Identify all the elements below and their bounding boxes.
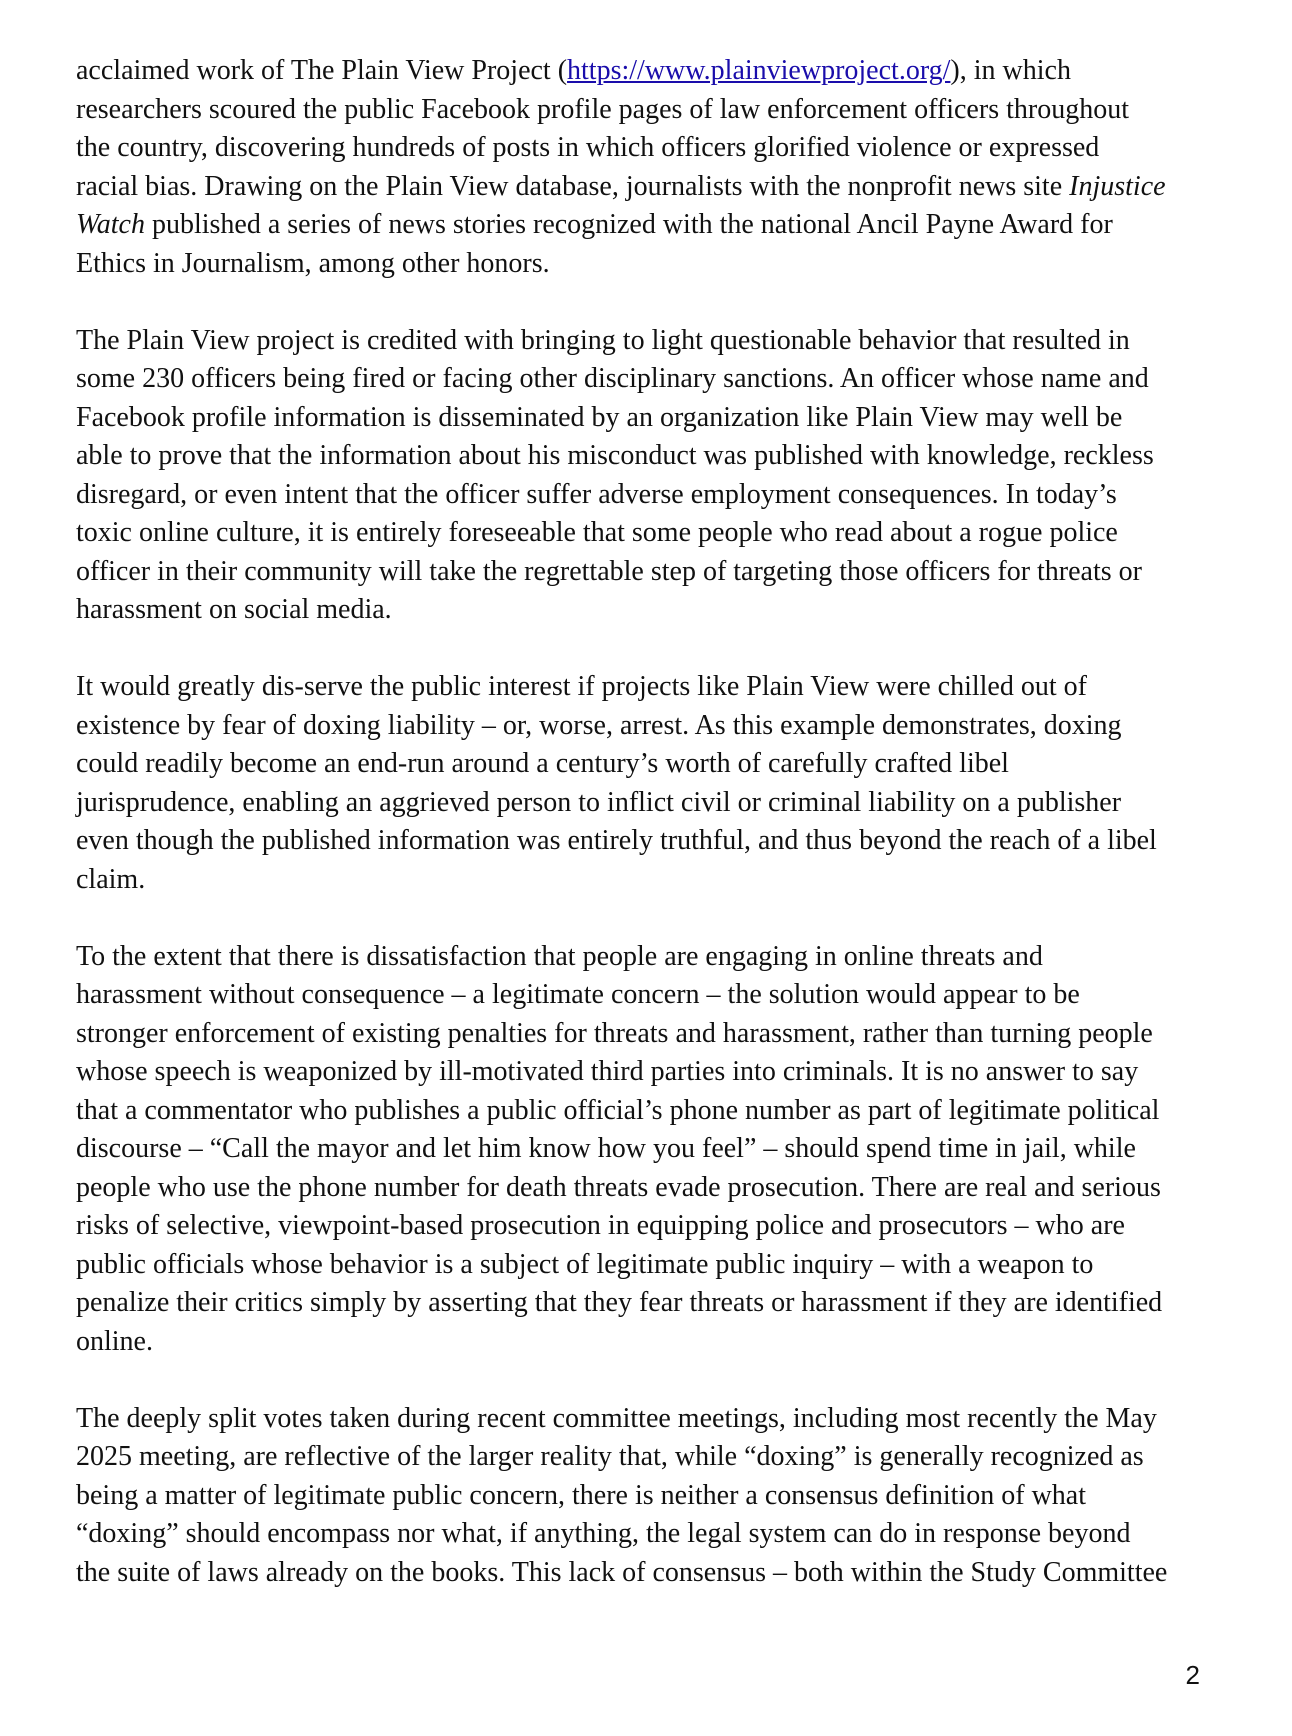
text-line: the country, discovering hundreds of posts in which officers glorified violence or expressed [76, 132, 1100, 163]
text-line [76, 52, 1216, 91]
text-line: officer in their community will take the regrettable step of targeting those officers for threats or [76, 555, 1142, 587]
text-line: toxic online culture, it is entirely foreseeable that some people who read about a rogue police [76, 517, 1118, 548]
text-line: some 230 officers being fired or facing other disciplinary sanctions. An officer whose name and [76, 363, 1149, 394]
text-line: people who use the phone number for death threats evade prosecution. There are real and serious [76, 1171, 1161, 1203]
paragraph-5 [76, 1400, 1216, 1593]
text-line: To the extent that there is dissatisfaction that people are engaging in online threats and [76, 940, 1043, 972]
text-line: The deeply split votes taken during recent committee meetings, including most recently the May [76, 1402, 1157, 1434]
page-number: 2 [1185, 1660, 1200, 1690]
text-line: penalize their critics simply by asserting that they fear threats or harassment if they are identified [76, 1287, 1163, 1318]
text-line [76, 168, 1216, 207]
text-line: being a matter of legitimate public concern, there is neither a consensus definition of what [76, 1479, 1086, 1511]
text-line: whose speech is weaponized by ill-motivated third parties into criminals. It is no answer to say [76, 1056, 1139, 1087]
text-line: researchers scoured the public Facebook profile pages of law enforcement officers throughout [76, 93, 1129, 125]
text-run: published a series of news stories recognized with the national Ancil Payne Award for [144, 209, 1113, 240]
text-line: The Plain View project is credited with bringing to light questionable behavior that resulted in [76, 324, 1130, 356]
paragraph-2 [76, 322, 1216, 630]
text-line: discourse – “Call the mayor and let him know how you feel” – should spend time in jail, while [76, 1133, 1136, 1164]
text-line: Facebook profile information is disseminated by an organization like Plain View may well be [76, 401, 1123, 433]
text-line: able to prove that the information about his misconduct was published with knowledge, reckless [76, 440, 1154, 471]
paragraph-4 [76, 938, 1216, 1362]
text-line: the suite of laws already on the books. This lack of consensus – both within the Study Committee [76, 1556, 1168, 1588]
text-line: risks of selective, viewpoint-based prosecution in equipping police and prosecutors – who are [76, 1210, 1125, 1241]
text-line: “doxing” should encompass nor what, if anything, the legal system can do in response beyond [76, 1518, 1131, 1549]
text-line: harassment without consequence – a legitimate concern – the solution would appear to be [76, 979, 1080, 1010]
text-line: 2025 meeting, are reflective of the larger reality that, while “doxing” is generally recognized as [76, 1441, 1144, 1472]
text-line: stronger enforcement of existing penalties for threats and harassment, rather than turning people [76, 1017, 1153, 1049]
text-line: claim. [76, 863, 146, 895]
text-line: could readily become an end-run around a century’s worth of carefully crafted libel [76, 748, 1009, 779]
text-run: ), in which [950, 55, 1071, 86]
publication-name-italic: Watch [76, 209, 145, 240]
text-line: jurisprudence, enabling an aggrieved person to inflict civil or criminal liability on a publisher [76, 786, 1122, 818]
paragraph-3 [76, 668, 1216, 899]
text-line: Ethics in Journalism, among other honors. [76, 247, 550, 279]
text-line: It would greatly dis-serve the public interest if projects like Plain View were chilled out of [76, 671, 1087, 702]
plain-view-project-link[interactable]: https://www.plainviewproject.org/ [567, 55, 951, 86]
publication-name-italic: Injustice [1069, 170, 1166, 202]
text-line: online. [76, 1325, 153, 1357]
paragraph-1 [76, 52, 1216, 283]
text-run: racial bias. Drawing on the Plain View database, journalists with the nonprofit news site [76, 170, 1070, 202]
text-line: existence by fear of doxing liability – or, worse, arrest. As this example demonstrates, doxing [76, 709, 1122, 741]
text-line: that a commentator who publishes a public official’s phone number as part of legitimate political [76, 1094, 1160, 1126]
text-line: even though the published information was entirely truthful, and thus beyond the reach of a libel [76, 825, 1157, 856]
text-run: acclaimed work of The Plain View Project ( [76, 55, 568, 86]
text-line: harassment on social media. [76, 594, 392, 625]
text-line [76, 206, 1216, 245]
text-line: public officials whose behavior is a subject of legitimate public inquiry – with a weapon to [76, 1248, 1094, 1280]
text-line: disregard, or even intent that the officer suffer adverse employment consequences. In today’s [76, 478, 1117, 510]
document-body [76, 52, 1216, 1592]
